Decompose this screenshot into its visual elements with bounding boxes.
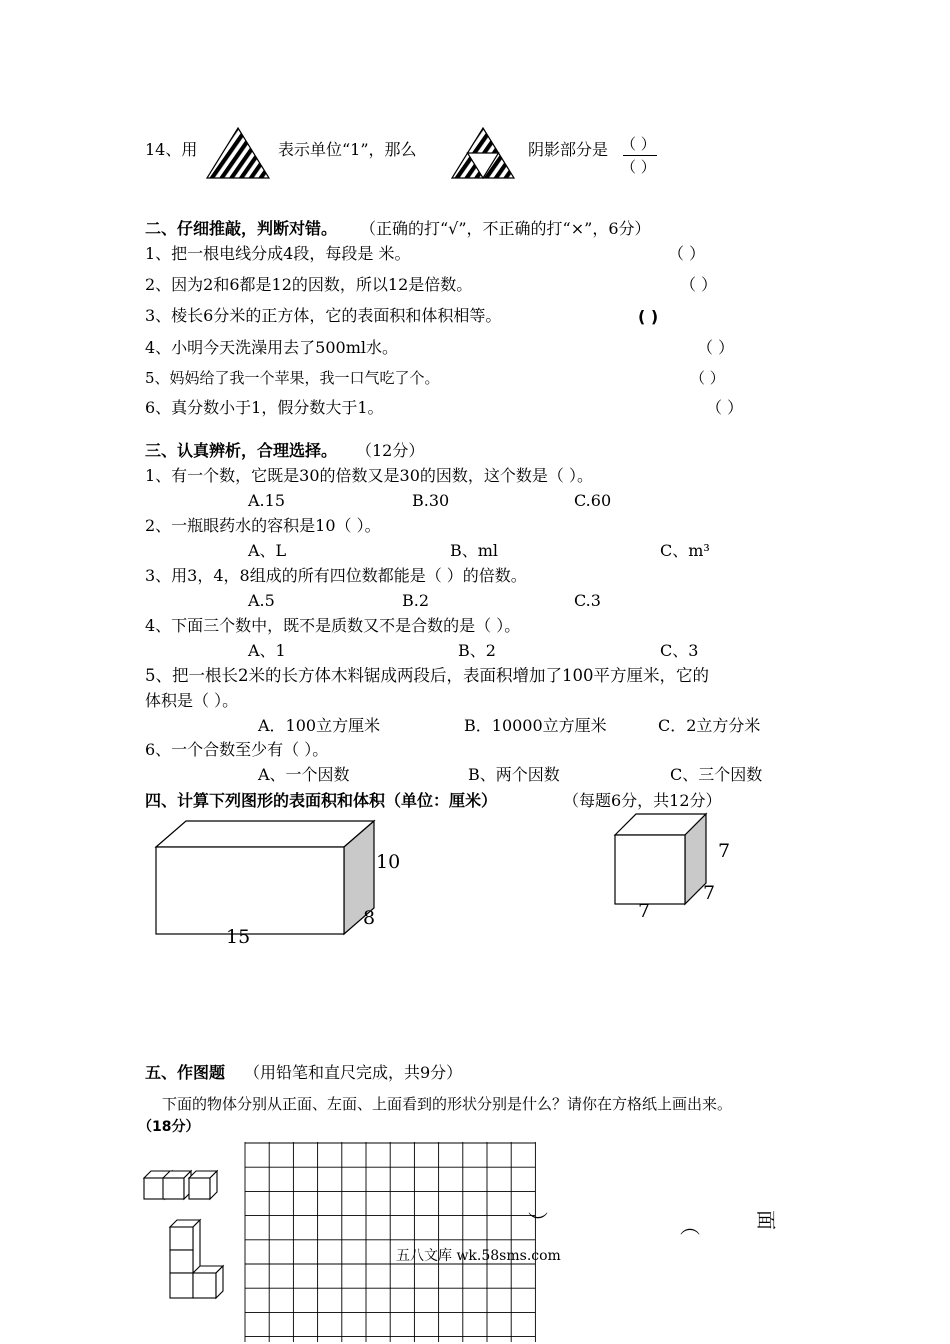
sec3-q2-option-c[interactable]: C、m³: [660, 541, 710, 560]
sec3-q5-stem-line1: 5、把一根长2米的长方体木料锯成两段后，表面积增加了100平方厘米，它的: [145, 666, 709, 685]
cuboid-depth-label: 8: [363, 907, 376, 929]
sec3-q1-option-c[interactable]: C.60: [574, 491, 612, 510]
sec2-item-5: 5、妈妈给了我一个苹果，我一口气吃了个。: [145, 369, 440, 387]
rotated-character: 面: [754, 1210, 778, 1230]
sec3-q2-stem: 2、一瓶眼药水的容积是10（ ）。: [145, 516, 381, 535]
sec2-item-4: 4、小明今天洗澡用去了500ml水。: [145, 338, 399, 357]
cube-depth-label: 7: [703, 882, 716, 904]
sec3-q2-option-b[interactable]: B、ml: [450, 541, 499, 560]
grid-paper[interactable]: [244, 1142, 536, 1344]
sec3-q6-option-c[interactable]: C、三个因数: [670, 765, 763, 784]
sec3-q4-option-b[interactable]: B、2: [458, 641, 496, 660]
vertical-paren-close: ︶: [528, 1210, 548, 1234]
vertical-paren-open: ︵: [680, 1214, 700, 1238]
sec3-q2-option-a[interactable]: A、L: [248, 541, 287, 560]
judge-paren-4[interactable]: （ ）: [697, 338, 735, 357]
shaded-triangle-icon: [451, 127, 515, 179]
judge-paren-3[interactable]: ( ): [638, 307, 659, 326]
sec3-q3-stem: 3、用3，4，8组成的所有四位数都能是（ ）的倍数。: [145, 566, 527, 585]
sec3-q1-option-a[interactable]: A.15: [248, 491, 285, 510]
sec2-heading: 二、仔细推敲，判断对错。: [145, 219, 338, 238]
cuboid-figure: [150, 818, 380, 938]
sec5-instruction: 下面的物体分别从正面、左面、上面看到的形状分别是什么？请你在方格纸上画出来。: [162, 1095, 733, 1113]
cuboid-length-label: 15: [226, 926, 251, 948]
cube-tower-drawing: [166, 1218, 230, 1302]
q14-prefix: 14、用: [145, 140, 198, 159]
sec3-q1-stem: 1、有一个数，它既是30的倍数又是30的因数，这个数是（ ）。: [145, 466, 593, 485]
cube-row-drawing: [142, 1166, 222, 1202]
sec5-points: （18分）: [138, 1119, 200, 1135]
sec3-heading: 三、认真辨析，合理选择。: [145, 441, 338, 460]
cuboid-height-label: 10: [376, 851, 401, 873]
fraction-denominator-blank[interactable]: （ ）: [621, 158, 656, 176]
sec3-note: （12分）: [356, 441, 425, 460]
sec3-q4-option-c[interactable]: C、3: [660, 641, 699, 660]
sec5-note: （用铅笔和直尺完成，共9分）: [244, 1063, 463, 1082]
sec3-q3-option-b[interactable]: B.2: [402, 591, 430, 610]
sec3-q5-option-b[interactable]: B．10000立方厘米: [464, 716, 607, 735]
sec3-q6-option-b[interactable]: B、两个因数: [468, 765, 560, 784]
sec3-q1-option-b[interactable]: B.30: [412, 491, 450, 510]
sec2-item-2: 2、因为2和6都是12的因数，所以12是倍数。: [145, 275, 473, 294]
sec2-note: （正确的打“√”，不正确的打“×”，6分）: [360, 219, 651, 238]
sec3-q3-option-c[interactable]: C.3: [574, 591, 601, 610]
q14-suffix: 阴影部分是: [528, 140, 609, 159]
sec3-q5-stem-line2: 体积是（ ）。: [145, 691, 239, 710]
sec3-q6-option-a[interactable]: A、一个因数: [258, 765, 350, 784]
judge-paren-5[interactable]: （ ）: [690, 369, 725, 387]
sec4-heading: 四、计算下列图形的表面积和体积（单位：厘米）: [145, 791, 498, 810]
watermark-text: 五八文库 wk.58sms.com: [396, 1248, 561, 1264]
judge-paren-1[interactable]: （ ）: [668, 244, 706, 263]
sec4-note: （每题6分，共12分）: [563, 791, 722, 810]
sec2-item-3: 3、棱长6分米的正方体，它的表面积和体积相等。: [145, 306, 502, 325]
unit-triangle-icon: [206, 127, 270, 179]
sec3-q5-option-c[interactable]: C．2立方分米: [658, 716, 761, 735]
judge-paren-2[interactable]: （ ）: [680, 275, 718, 294]
q14-middle: 表示单位“1”，那么: [278, 140, 417, 159]
sec3-q3-option-a[interactable]: A.5: [248, 591, 275, 610]
sec2-item-6: 6、真分数小于1，假分数大于1。: [145, 398, 384, 417]
sec3-q4-option-a[interactable]: A、1: [248, 641, 286, 660]
fraction-numerator-blank[interactable]: （ ）: [621, 135, 656, 153]
sec2-item-1: 1、把一根电线分成4段，每段是 米。: [145, 244, 411, 263]
cube-height-label: 7: [718, 840, 731, 862]
sec5-heading: 五、作图题: [145, 1063, 226, 1082]
fraction-bar: [623, 155, 657, 156]
cube-length-label: 7: [638, 900, 651, 922]
sec3-q6-stem: 6、一个合数至少有（ ）。: [145, 740, 329, 759]
judge-paren-6[interactable]: （ ）: [706, 398, 744, 417]
sec3-q5-option-a[interactable]: A．100立方厘米: [258, 716, 381, 735]
sec3-q4-stem: 4、下面三个数中，既不是质数又不是合数的是（ ）。: [145, 616, 521, 635]
